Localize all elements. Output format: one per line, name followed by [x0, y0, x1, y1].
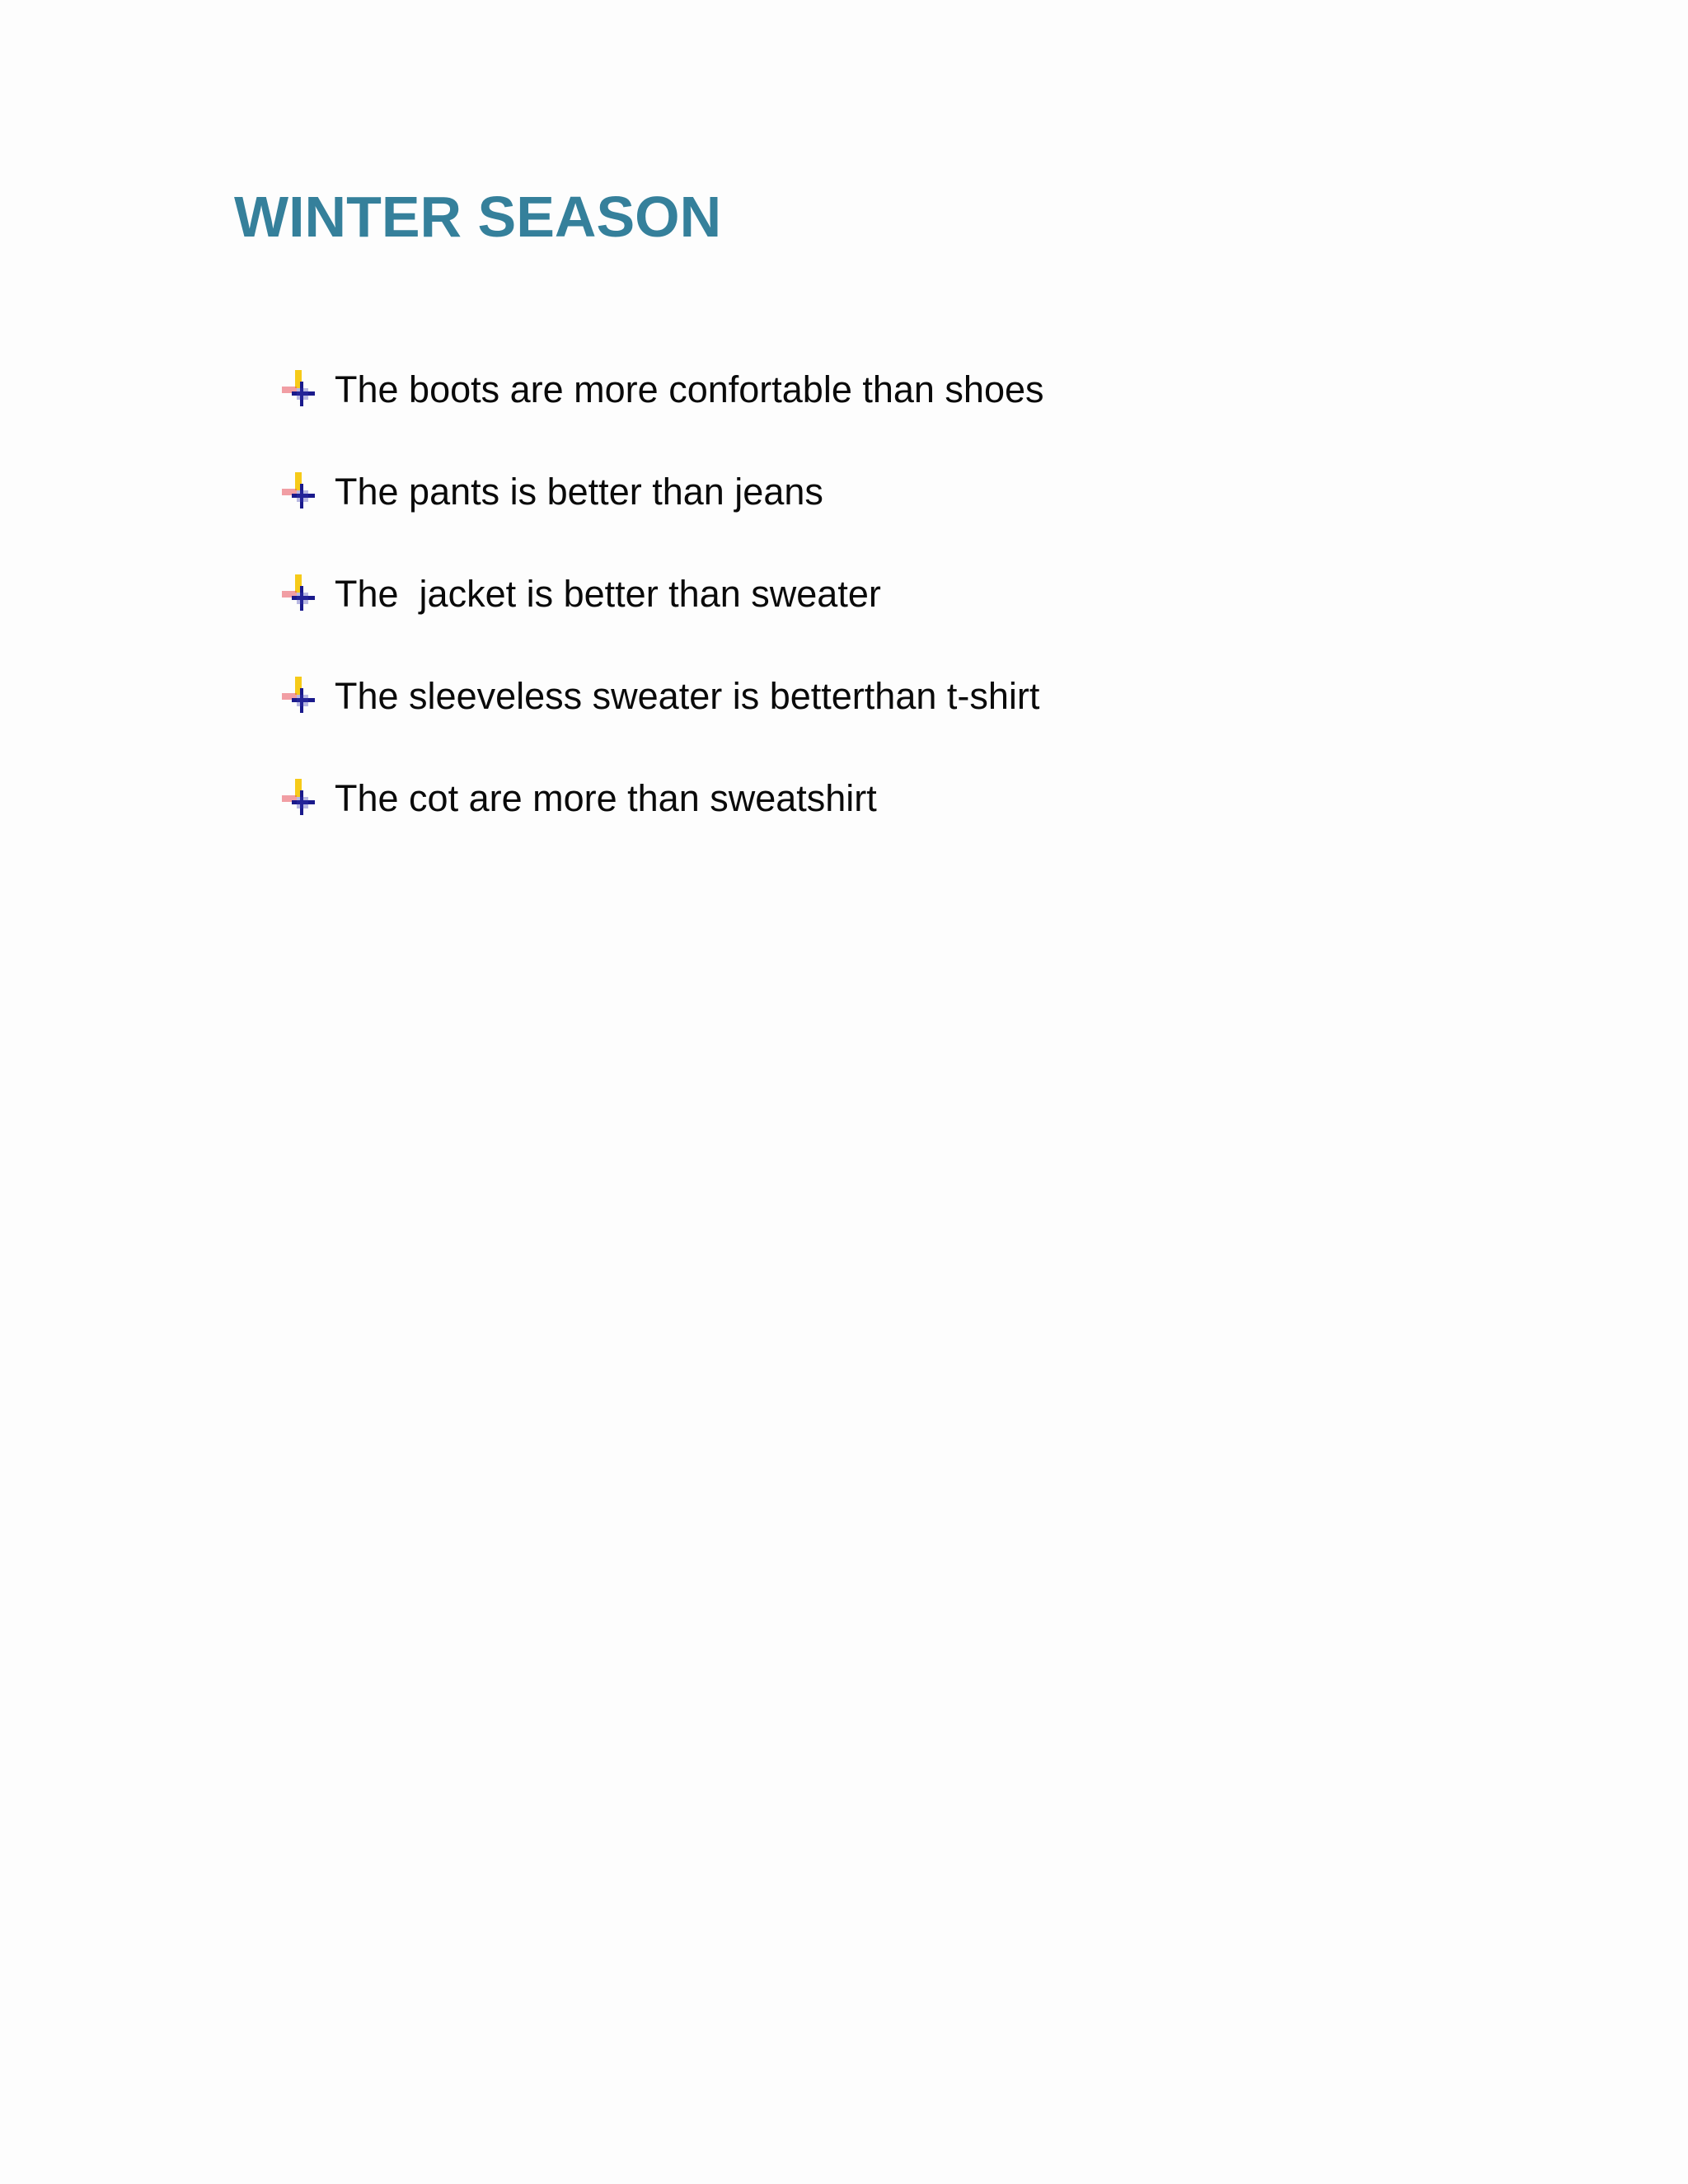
plus-bullet-icon	[280, 471, 323, 512]
list-item	[280, 542, 1044, 644]
list-item-text: The jacket is better than sweater	[335, 572, 881, 615]
page-title: WINTER SEASON	[234, 185, 722, 249]
plus-bullet-icon	[280, 573, 323, 614]
list-item-text: The pants is better than jeans	[335, 470, 823, 513]
list-item-text: The boots are more confortable than shoes	[335, 368, 1044, 410]
list-item-text: The sleeveless sweater is betterthan t-shirt	[335, 674, 1040, 717]
bullet-list	[280, 338, 1044, 849]
list-item-text: The cot are more than sweatshirt	[335, 776, 877, 819]
list-item	[280, 440, 1044, 542]
list-item	[280, 644, 1044, 747]
plus-bullet-icon	[280, 777, 323, 818]
list-item	[280, 747, 1044, 849]
plus-bullet-icon	[280, 368, 323, 410]
plus-bullet-icon	[280, 675, 323, 716]
list-item	[280, 338, 1044, 440]
